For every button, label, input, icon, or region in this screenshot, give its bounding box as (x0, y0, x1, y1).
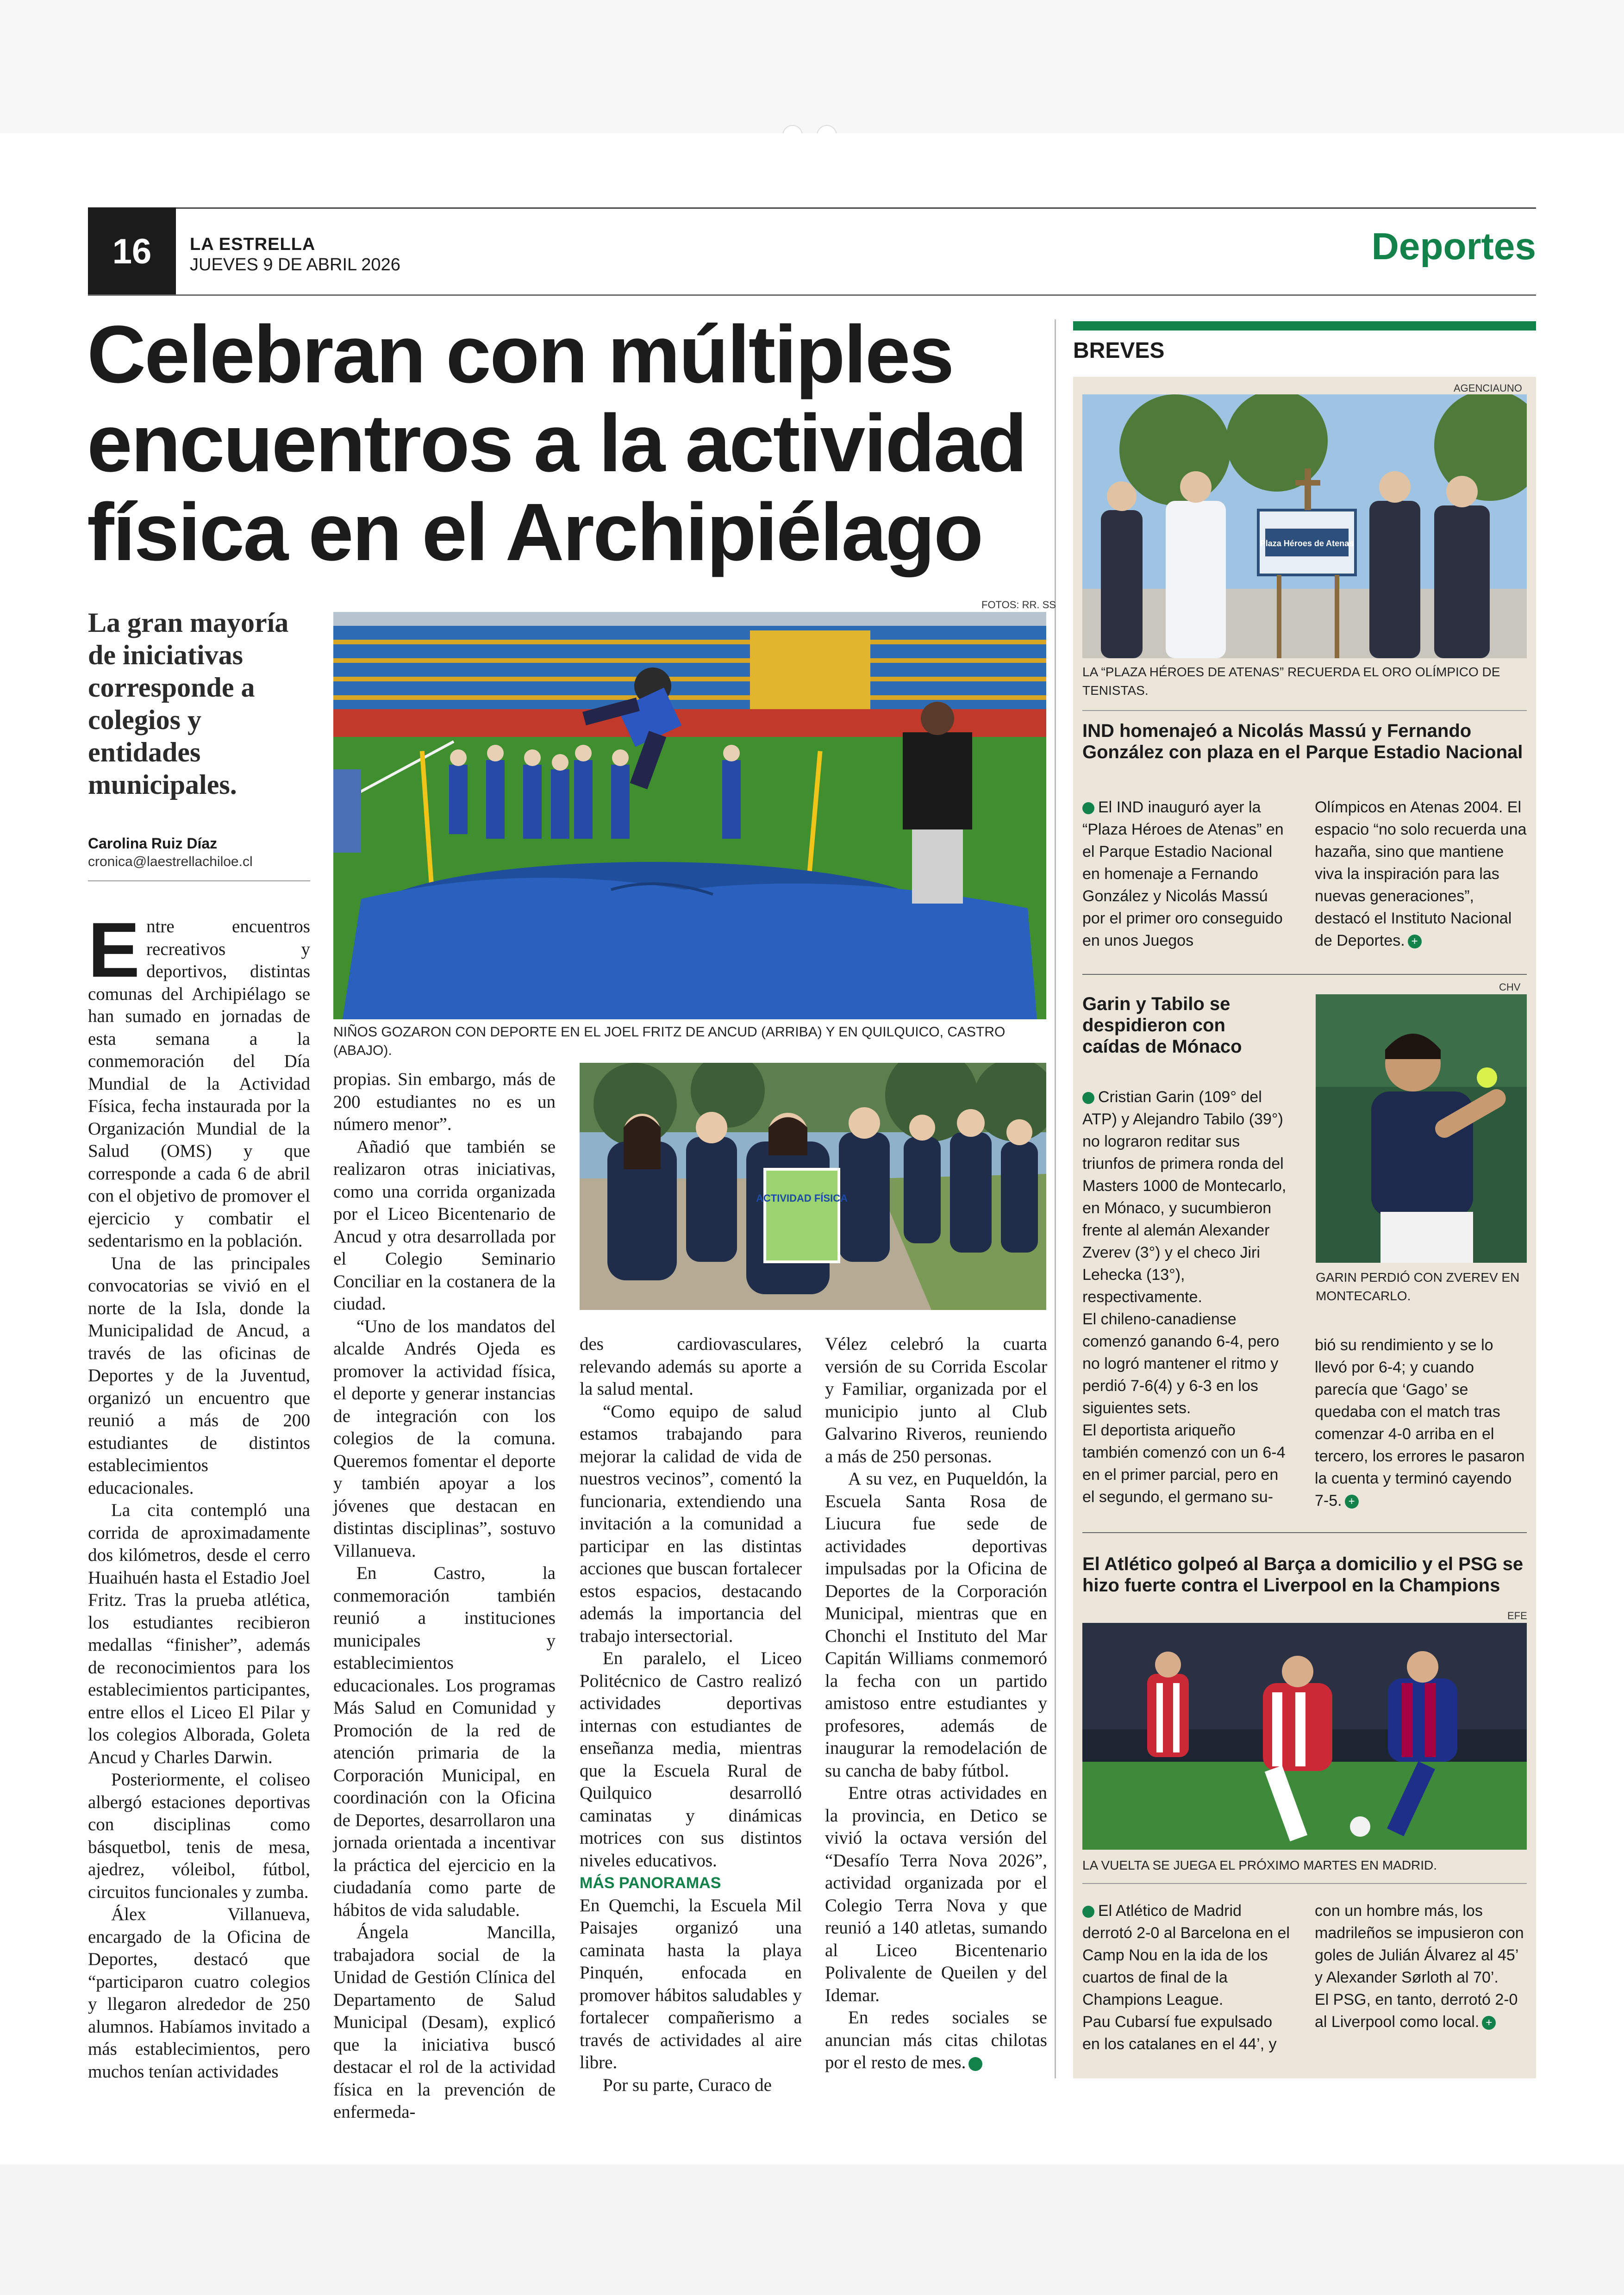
article-paragraph: Posteriormente, el coliseo albergó estaciones deportivas con disciplinas como básquetbol, tenis de mesa, ajedrez, vóleibol, fútbol, circuitos funcionales y zumba. (88, 1770, 310, 1902)
brief3-col-b (1315, 1900, 1527, 2033)
photo-students-walk (580, 1063, 1046, 1310)
article-subhead: La gran mayoría de iniciativas corresponde a colegios y entidades municipales. (88, 607, 289, 800)
publication-name: LA ESTRELLA (190, 235, 316, 254)
article-paragraph: A su vez, en Puqueldón, la Escuela Santa Rosa de Liucura fue sede de actividades deportivas impulsadas por la Oficina de Deportes de la Corporación Municipal, mientras que en Chonchi el Instituto del Mar Capitán Williams conmemoró la fecha con un partido amistoso entre estudiantes y profesores, además de inaugurar la remodelación de su cancha de baby fútbol. (825, 1469, 1047, 1781)
byline-rule (88, 880, 310, 881)
byline (88, 835, 310, 870)
brief2-caption: GARIN PERDIÓ CON ZVEREV EN MONTECARLO. (1316, 1270, 1520, 1303)
dropcap: E (88, 906, 140, 993)
brief1-caption-rule (1082, 710, 1527, 711)
article-paragraph: ntre encuentros recreativos y deportivos, distintas comunas del Archipiélago se han sumado en jornadas de esta semana a la conmemoración del Día Mundial de la Actividad Física, fecha instaurada por la Organización Mundial de la Salud (OMS) y que corresponde a cada 6 de abril con el objetivo de promover el ejercicio y combatir el sedentarismo en la población. (88, 917, 310, 1251)
article-paragraph: Añadió que también se realizaron otras iniciativas, como una corrida organizada por el Liceo Bicentenario de Ancud y otra desarrollada por el Colegio Seminario Conciliar en la costanera de la ciudad. (333, 1136, 556, 1314)
brief1-headline: IND homenajeó a Nicolás Massú y Fernando González con plaza en el Parque Estadio Nacional (1082, 721, 1523, 762)
brief3-caption-rule (1082, 1883, 1527, 1884)
brief3-text-a2: Pau Cubarsí fue expulsado en los catalanes en el 44’, y (1082, 2013, 1277, 2053)
article-paragraph: Álex Villanueva, encargado de la Oficina de Deportes, destacó que “participaron cuatro colegios y llegaron alrededor de 250 alumnos. Habíamos invitado a más establecimientos, pero muchos tenían actividades (88, 1904, 310, 2082)
photo-atletico-barca (1082, 1623, 1527, 1850)
brief2-headline: Garin y Tabilo se despidieron con caídas de Mónaco (1082, 994, 1242, 1057)
issue-date: JUEVES 9 DE ABRIL 2026 (190, 255, 400, 274)
viewer-background (0, 2164, 1624, 2295)
brief1-credit: AGENCIAUNO (1454, 382, 1522, 394)
football-scene (1082, 1623, 1527, 1850)
page-number: 16 (88, 207, 176, 295)
poster-text: ACTIVIDAD FÍSICA (756, 1192, 848, 1204)
article-paragraph-end (825, 2007, 1047, 2074)
article-paragraph: Una de las principales convocatorias se vivió en el norte de la Isla, donde la Municipalidad de Ancud, a través de las oficinas de Deportes y de la Juventud, organizó un encuentro que reunió a más de 200 estudiantes de distintos establecimientos educacionales. (88, 1253, 310, 1498)
masthead (190, 234, 400, 275)
brief1-col-a (1082, 796, 1291, 952)
plaza-scene (1082, 394, 1527, 658)
author-name: Carolina Ruiz Díaz (88, 835, 218, 852)
brief2-text-a1: Cristian Garin (109° del ATP) y Alejandro Tabilo (39°) no lograron reditar sus triunfos de primera ronda del Masters 1000 de Montecarlo, en Mónaco, y sucumbieron frente al alemán Alexander Zverev (3°) y el checo Jiri Lehecka (13°), respectivamente. (1082, 1088, 1287, 1306)
header-rule (88, 294, 1536, 296)
plaza-sign-text: Plaza Héroes de Atenas (1260, 539, 1354, 548)
section-title: Deportes (1371, 225, 1536, 268)
tennis-scene (1316, 994, 1527, 1263)
brief2-text-a2: El chileno-canadiense comenzó ganando 6-4, pero no logró mantener el ritmo y perdió 7-6(4) y 6-3 en los siguientes sets. (1082, 1310, 1280, 1417)
article-column-4 (825, 1333, 1047, 2083)
article-column-1 (88, 906, 310, 2087)
article-paragraph: La cita contempló una corrida de aproximadamente dos kilómetros, desde el cerro Huaihuén hasta el Estadio Joel Fritz. Tras la prueba atlética, los estudiantes recibieron medallas “finisher”, además de reconocimientos para los establecimientos participantes, entre ellos el Liceo El Pilar y los colegios Alborada, Goleta Ancud y Charles Darwin. (88, 1500, 310, 1767)
brief1-caption: LA “PLAZA HÉROES DE ATENAS” RECUERDA EL ORO OLÍMPICO DE TENISTAS. (1082, 665, 1500, 698)
brief1-text-a: El IND inauguró ayer la “Plaza Héroes de Atenas” en el Parque Estadio Nacional en homenaje a Fernando González y Nicolás Massú por el primer oro conseguido en unos Juegos (1082, 798, 1284, 949)
stadium-scene (333, 612, 1046, 1019)
article-paragraph: En Castro, la conmemoración también reunió a instituciones municipales y establecimientos educacionales. Los programas Más Salud en Comunidad y Promoción de la red de atención primaria de la Corporación Municipal, en coordinación con la Oficina de Deportes, desarrollaron una jornada orientada a incentivar la práctica del ejercicio en la ciudadanía como parte de hábitos de vida saludable. (333, 1563, 556, 1920)
end-mark-icon: + (1408, 935, 1422, 948)
photo-credit: FOTOS: RR. SS (981, 599, 1056, 611)
article-paragraph: Vélez celebró la cuarta versión de su Corrida Escolar y Familiar, organizada por el municipio junto al Club Galvarino Riveros, reuniendo a más de 250 personas. (825, 1334, 1047, 1466)
brief3-text-b1: con un hombre más, los madrileños se impusieron con goles de Julián Álvarez al 45’ y Alexander Sørloth al 70’. (1315, 1902, 1524, 1986)
brief1-text-b: Olímpicos en Atenas 2004. El espacio “no solo recuerda una hazaña, sino que mantiene viva la inspiración para las nuevas generaciones”, destacó el Instituto Nacional de Deportes. (1315, 798, 1527, 949)
brief3-caption: LA VUELTA SE JUEGA EL PRÓXIMO MARTES EN MADRID. (1082, 1858, 1437, 1872)
article-paragraph: Entre otras actividades en la provincia, en Detico se vivió la octava versión del “Desafío Terra Nova 2026”, actividad organizada por el Colegio Terra Nova y que reunió a 140 atletas, sumando al Liceo Bicentenario Polivalente de Queilen y del Idemar. (825, 1783, 1047, 2005)
brief-separator (1082, 1532, 1527, 1533)
section-kicker: MÁS PANORAMAS (580, 1874, 721, 1892)
brief-separator (1082, 974, 1527, 975)
brief3-credit: EFE (1507, 1610, 1527, 1621)
article-paragraph: Por su parte, Curaco de (603, 2075, 772, 2095)
article-headline: Celebran con múltiples encuentros a la actividad física en el Archipiélago (87, 309, 1026, 578)
end-mark-icon: + (968, 2057, 982, 2071)
article-paragraph: Ángela Mancilla, trabajadora social de la Unidad de Gestión Clínica del Departamento de Salud Municipal (Desam), explicó que la iniciativa buscó destacar el rol de la actividad física en la prevención de enfermeda- (333, 1922, 556, 2122)
bullet-icon (1082, 802, 1094, 814)
brief2-text-b: bió su rendimiento y se lo llevó por 6-4; y cuando parecía que ‘Gago’ se quedaba con el match tras comenzar 4-0 arriba en el tercero, los errores le pasaron la cuenta y terminó cayendo 7-5. (1315, 1336, 1525, 1509)
top-rule (88, 207, 1536, 209)
bullet-icon (1082, 1906, 1094, 1918)
end-mark-icon: + (1345, 1495, 1359, 1509)
column-divider (1055, 319, 1056, 2078)
brief2-text-a3: El deportista ariqueño también comenzó con un 6-4 en el primer parcial, pero en el segundo, el germano su- (1082, 1422, 1286, 1506)
article-paragraph: “Uno de los mandatos del alcalde Andrés Ojeda es promover la actividad física, el deporte y generar instancias de integración con los colegios de la comuna. Queremos fomentar el deporte y también apoyar a los jóvenes que destacan en distintas disciplinas”, sostuvo Villanueva. (333, 1316, 556, 1561)
author-email: cronica@laestrellachiloe.cl (88, 854, 253, 869)
brief2-col-b (1315, 1334, 1527, 1512)
photo-plaza-heroes (1082, 394, 1527, 658)
article-paragraph: En Quemchi, la Escuela Mil Paisajes organizó una caminata hasta la playa Pinquén, enfocada en promover hábitos saludables y fortalecer compañerismo a través de actividades al aire libre. (580, 1895, 802, 2072)
end-mark-icon: + (1482, 2016, 1496, 2030)
brief3-headline: El Atlético golpeó al Barça a domicilio y el PSG se hizo fuerte contra el Liverpool en la Champions (1082, 1554, 1524, 1596)
bullet-icon (1082, 1092, 1094, 1104)
brief3-text-a1: El Atlético de Madrid derrotó 2-0 al Barcelona en el Camp Nou en la ida de los cuartos de final de la Champions League. (1082, 1902, 1290, 2008)
brief1-col-b (1315, 796, 1527, 952)
article-paragraph: En redes sociales se anuncian más citas chilotas por el resto de mes. (825, 2008, 1047, 2072)
photo-stadium-jump (333, 612, 1046, 1019)
brief2-col-a (1082, 1086, 1291, 1508)
walk-scene (580, 1063, 1046, 1310)
brief3-text-b2: El PSG, en tanto, derrotó 2-0 al Liverpool como local. (1315, 1991, 1518, 2031)
photo-garin-tennis (1316, 994, 1527, 1263)
article-paragraph: des cardiovasculares, relevando además su aporte a la salud mental. (580, 1334, 802, 1399)
photo-caption: NIÑOS GOZARON CON DEPORTE EN EL JOEL FRITZ DE ANCUD (ARRIBA) Y EN QUILQUICO, CASTRO (ABAJO). (333, 1024, 1006, 1058)
breves-accent-bar (1073, 321, 1536, 331)
brief2-credit: CHV (1499, 981, 1521, 993)
article-paragraph: En paralelo, el Liceo Politécnico de Castro realizó actividades deportivas internas con estudiantes de enseñanza media, mientras que la Escuela Rural de Quilquico desarrolló caminatas y dinámicas motrices con sus distintos niveles educativos. (580, 1648, 802, 1871)
article-column-2 (333, 1068, 556, 2122)
article-paragraph: “Como equipo de salud estamos trabajando para mejorar la calidad de vida de nuestros vecinos”, comentó la funcionaria, extendiendo una invitación a la comunidad a participar en las distintas acciones que buscan fortalecer estos espacios, destacando además la importancia del trabajo intersectorial. (580, 1401, 802, 1646)
article-paragraph: propias. Sin embargo, más de 200 estudiantes no es un número menor”. (333, 1069, 556, 1134)
article-column-3 (580, 1333, 802, 2095)
breves-title: BREVES (1073, 338, 1165, 363)
brief3-col-a (1082, 1900, 1291, 2055)
